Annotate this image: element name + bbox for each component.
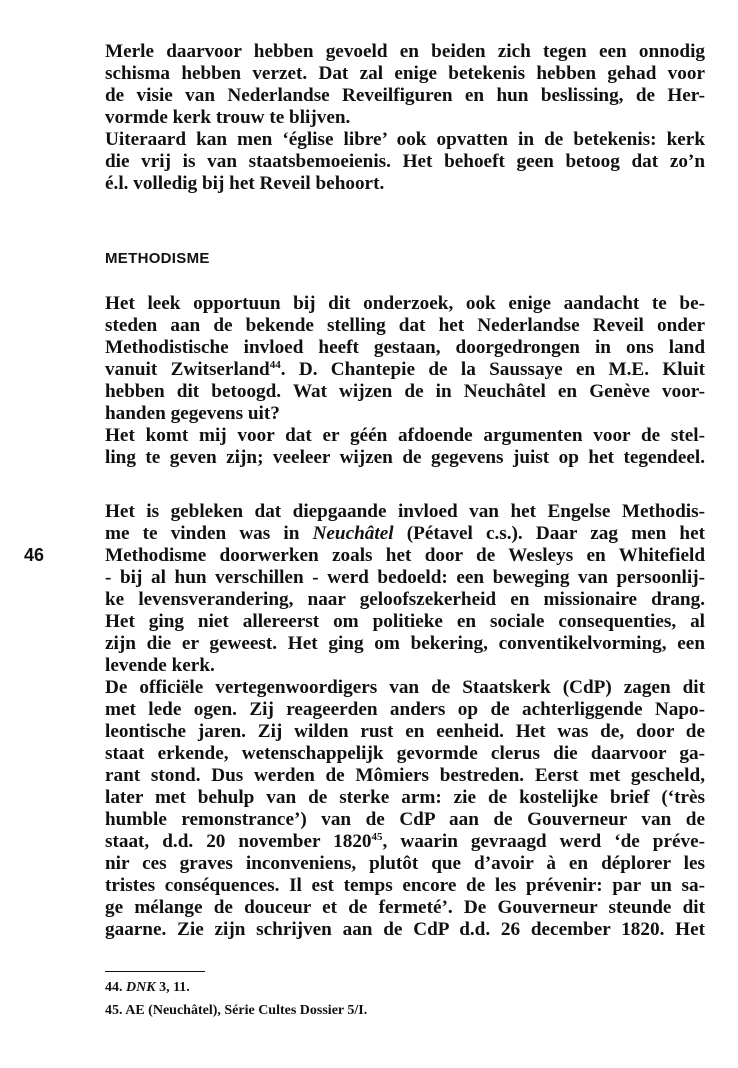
text-line: steden aan de bekende stelling dat het Nederlandse Reveil onder bbox=[105, 315, 705, 336]
text-line: hebben dit betoogd. Wat wijzen de in Neuchâtel en Genève voor- bbox=[105, 381, 705, 402]
text-run: vanuit Zwitserland bbox=[105, 359, 270, 380]
footnote-title: DNK bbox=[126, 980, 156, 995]
text-line: ge mélange de douceur et de fermeté’. De Gouverneur steunde dit bbox=[105, 897, 705, 918]
text-run-italic: Neuchâtel bbox=[312, 523, 394, 544]
text-line: Het komt mij voor dat er géén afdoende argumenten voor de stel- bbox=[105, 425, 705, 446]
text-line: leontische jaren. Zij wilden rust en eenheid. Het was de, door de bbox=[105, 721, 705, 742]
text-line: zijn die er geweest. Het ging om bekering, conventikelvorming, een bbox=[105, 633, 705, 654]
section-heading: METHODISME bbox=[105, 250, 210, 267]
text-line: Uiteraard kan men ‘église libre’ ook opvatten in de betekenis: kerk bbox=[105, 129, 705, 150]
text-line: Het is gebleken dat diepgaande invloed van het Engelse Methodis- bbox=[105, 501, 705, 522]
footnote-45: 45. AE (Neuchâtel), Série Cultes Dossier 5/I. bbox=[105, 1003, 368, 1018]
text-line: Methodisme doorwerken zoals het door de Wesleys en Whitefield bbox=[105, 545, 705, 566]
text-line: De officiële vertegenwoordigers van de Staatskerk (CdP) zagen dit bbox=[105, 677, 705, 698]
text-run: . D. Chantepie de la Saussaye en M.E. Kluit bbox=[280, 359, 705, 380]
text-line: gaarne. Zie zijn schrijven aan de CdP d.d. 26 december 1820. Het bbox=[105, 919, 705, 940]
text-line: Het ging niet allereerst om politieke en sociale consequenties, al bbox=[105, 611, 705, 632]
text-line: é.l. volledig bij het Reveil behoort. bbox=[105, 173, 385, 194]
text-run: staat, d.d. 20 november 1820 bbox=[105, 831, 372, 852]
text-line: levende kerk. bbox=[105, 655, 215, 676]
text-run: (Pétavel c.s.). Daar zag men het bbox=[393, 523, 705, 544]
text-line: Het leek opportuun bij dit onderzoek, ook enige aandacht te be- bbox=[105, 293, 705, 314]
text-line: staat erkende, wetenschappelijk gevormde clerus die daarvoor ga- bbox=[105, 743, 705, 764]
text-run: , waarin gevraagd werd ‘de préve- bbox=[382, 831, 705, 852]
text-line: schisma hebben verzet. Dat zal enige betekenis hebben gehad voor bbox=[105, 63, 705, 84]
text-line: met lede ogen. Zij reageerden anders op de achterliggende Napo- bbox=[105, 699, 705, 720]
footnotes bbox=[105, 976, 367, 1022]
footnote-ref-44: 44 bbox=[269, 359, 281, 371]
text-run: me te vinden was in bbox=[105, 523, 313, 544]
paragraph-methodisme-intro bbox=[105, 293, 705, 469]
paragraph-intro bbox=[105, 41, 705, 195]
text-line: handen gegevens uit? bbox=[105, 403, 280, 424]
text-line: rant stond. Dus werden de Mômiers bestreden. Eerst met gescheld, bbox=[105, 765, 705, 786]
paragraph-methodisme-body bbox=[105, 501, 705, 941]
text-line: later met behulp van de sterke arm: zie de kostelijke brief (‘très bbox=[105, 787, 705, 808]
text-line bbox=[105, 523, 705, 545]
text-line bbox=[105, 831, 705, 853]
text-line: ling te geven zijn; veeleer wijzen de gegevens juist op het tegendeel. bbox=[105, 447, 705, 468]
text-line: humble remonstrance’) van de CdP aan de Gouverneur van de bbox=[105, 809, 705, 830]
footnote-ref-45: 45 bbox=[371, 831, 383, 843]
text-line: de visie van Nederlandse Reveilfiguren en hun beslissing, de Her- bbox=[105, 85, 705, 106]
page-number: 46 bbox=[24, 545, 45, 565]
text-line: - bij al hun verschillen - werd bedoeld: een beweging van persoonlij- bbox=[105, 567, 705, 588]
footnote-number: 44. bbox=[105, 980, 126, 995]
text-line: Methodistische invloed heeft gestaan, doorgedrongen in ons land bbox=[105, 337, 705, 358]
text-line: nir ces graves inconveniens, plutôt que d’avoir à en déplorer les bbox=[105, 853, 705, 874]
text-line: tristes conséquences. Il est temps encore de les prévenir: par un sa- bbox=[105, 875, 705, 896]
text-line bbox=[105, 359, 705, 381]
text-line: ke levensverandering, naar geloofszekerheid en missionaire drang. bbox=[105, 589, 705, 610]
text-line: Merle daarvoor hebben gevoeld en beiden zich tegen een onnodig bbox=[105, 41, 705, 62]
text-line: vormde kerk trouw te blijven. bbox=[105, 107, 351, 128]
footnote-text: 3, 11. bbox=[155, 980, 190, 995]
footnote-44 bbox=[105, 976, 367, 999]
text-line: die vrij is van staatsbemoeienis. Het behoeft geen betoog dat zo’n bbox=[105, 151, 705, 172]
footnote-divider bbox=[105, 971, 205, 972]
